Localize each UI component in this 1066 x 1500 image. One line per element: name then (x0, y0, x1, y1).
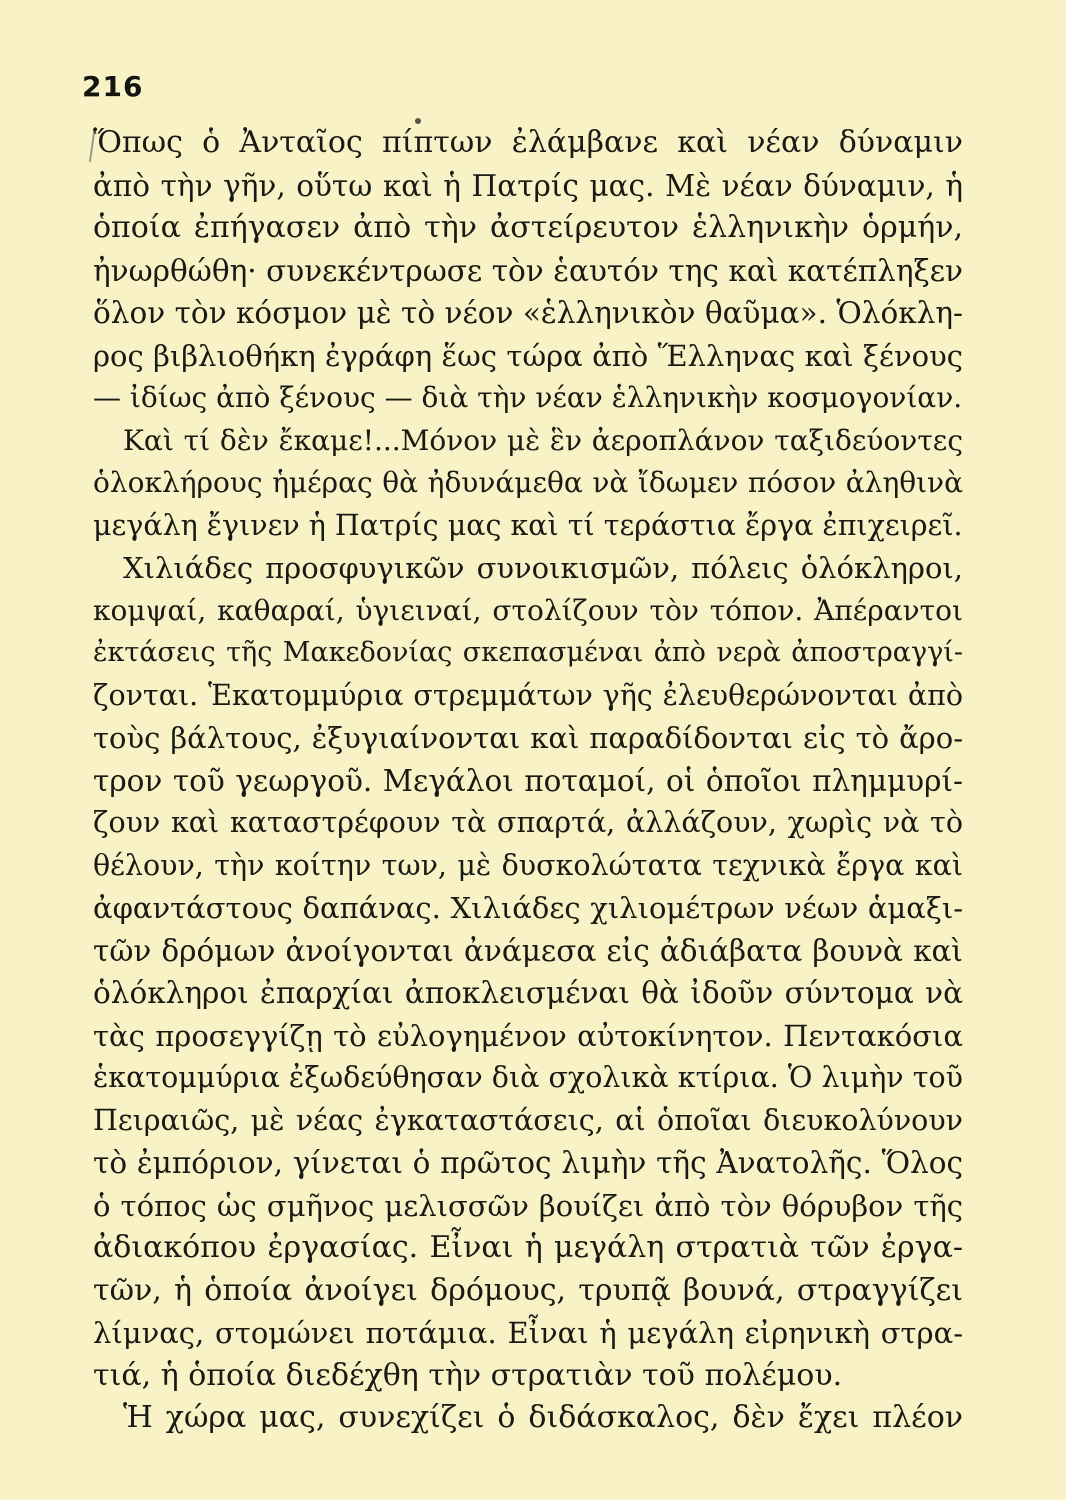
text-line: Χιλιάδες προσφυγικῶν συνοικισμῶν, πόλεις ὁλόκληροι, (123, 551, 963, 585)
text-line: μεγάλη ἔγινεν ἡ Πατρίς μας καὶ τί τεράστια ἔργα ἐπιχειρεῖ. (93, 508, 963, 542)
text-line: τοὺς βάλτους, ἐξυγιαίνονται καὶ παραδίδονται εἰς τὸ ἄρο- (93, 721, 963, 755)
text-line: ἀπὸ τὴν γῆν, οὕτω καὶ ἡ Πατρίς μας. Μὲ νέαν δύναμιν, ἡ (93, 168, 963, 203)
body-text (93, 122, 963, 1440)
text-line: τῶν δρόμων ἀνοίγονται ἀνάμεσα εἰς ἀδιάβατα βουνὰ καὶ (93, 933, 963, 968)
text-line: ὁ τόπος ὡς σμῆνος μελισσῶν βουίζει ἀπὸ τὸν θόρυβον τῆς (93, 1188, 963, 1223)
text-line: Πειραιῶς, μὲ νέας ἐγκαταστάσεις, αἱ ὁποῖαι διευκολύνουν (93, 1103, 963, 1137)
text-line: — ἰδίως ἀπὸ ξένους — διὰ τὴν νέαν ἑλληνικὴν κοσμογονίαν. (93, 381, 963, 414)
text-line: ὅλον τὸν κόσμον μὲ τὸ νέον «ἑλληνικὸν θαῦμα». Ὁλόκλη- (93, 296, 963, 330)
text-line: ἑκατομμύρια ἐξωδεύθησαν διὰ σχολικὰ κτίρια. Ὁ λιμὴν τοῦ (93, 1061, 963, 1094)
text-line: ἀφαντάστους δαπάνας. Χιλιάδες χιλιομέτρων νέων ἁμαξι- (93, 891, 963, 925)
text-line: θέλουν, τὴν κοίτην των, μὲ δυσκολώτατα τεχνικὰ ἔργα καὶ (93, 848, 963, 882)
text-line: ἀδιακόπου ἐργασίας. Εἶναι ἡ μεγάλη στρατιὰ τῶν ἐργα- (93, 1230, 963, 1265)
text-line: τῶν, ἡ ὁποία ἀνοίγει δρόμους, τρυπᾷ βουνά, στραγγίζει (93, 1272, 963, 1308)
text-line: Ἡ χώρα μας, συνεχίζει ὁ διδάσκαλος, δὲν ἔχει πλέον (123, 1400, 963, 1435)
text-line: λίμνας, στομώνει ποτάμια. Εἶναι ἡ μεγάλη εἰρηνικὴ στρα- (93, 1316, 963, 1350)
text-line: κομψαί, καθαραί, ὑγιειναί, στολίζουν τὸν τόπον. Ἀπέραντοι (93, 593, 963, 627)
text-line: τρον τοῦ γεωργοῦ. Μεγάλοι ποταμοί, οἱ ὁποῖοι πλημμυρί- (93, 763, 963, 798)
text-line: Καὶ τί δὲν ἔκαμε!...Μόνον μὲ ἓν ἀεροπλάνον ταξιδεύοντες (123, 423, 963, 457)
text-line: τὸ ἐμπόριον, γίνεται ὁ πρῶτος λιμὴν τῆς Ἀνατολῆς. Ὅλος (93, 1146, 963, 1180)
text-line: ὁποία ἐπήγασεν ἀπὸ τὴν ἀστείρευτον ἑλληνικὴν ὁρμήν, (93, 210, 963, 245)
text-line: ὁλοκλήρους ἡμέρας θὰ ἠδυνάμεθα νὰ ἴδωμεν πόσον ἀληθινὰ (93, 466, 963, 499)
text-line: ἐκτάσεις τῆς Μακεδονίας σκεπασμέναι ἀπὸ νερὰ ἀποστραγγί- (93, 637, 963, 668)
text-line: ζονται. Ἑκατομμύρια στρεμμάτων γῆς ἐλευθερώνονται ἀπὸ (93, 678, 963, 712)
text-line: τὰς προσεγγίζῃ τὸ εὐλογημένον αὐτοκίνητον. Πεντακόσια (93, 1018, 963, 1053)
text-line: ρος βιβλιοθήκη ἐγράφη ἕως τώρα ἀπὸ Ἕλληνας καὶ ξένους (93, 338, 963, 373)
text-line: τιά, ἡ ὁποία διεδέχθη τὴν στρατιὰν τοῦ πολέμου. (93, 1357, 843, 1393)
page-number: 216 (82, 70, 144, 103)
text-line: Ὅπως ὁ Ἀνταῖος πίπτων ἐλάμβανε καὶ νέαν δύναμιν (93, 125, 963, 160)
text-line: ζουν καὶ καταστρέφουν τὰ σπαρτά, ἀλλάζουν, χωρὶς νὰ τὸ (93, 806, 963, 839)
text-line: ἠνωρθώθη· συνεκέντρωσε τὸν ἑαυτόν της καὶ κατέπληξεν (93, 253, 963, 288)
text-line: ὁλόκληροι ἐπαρχίαι ἀποκλεισμέναι θὰ ἰδοῦν σύντομα νὰ (93, 976, 963, 1010)
